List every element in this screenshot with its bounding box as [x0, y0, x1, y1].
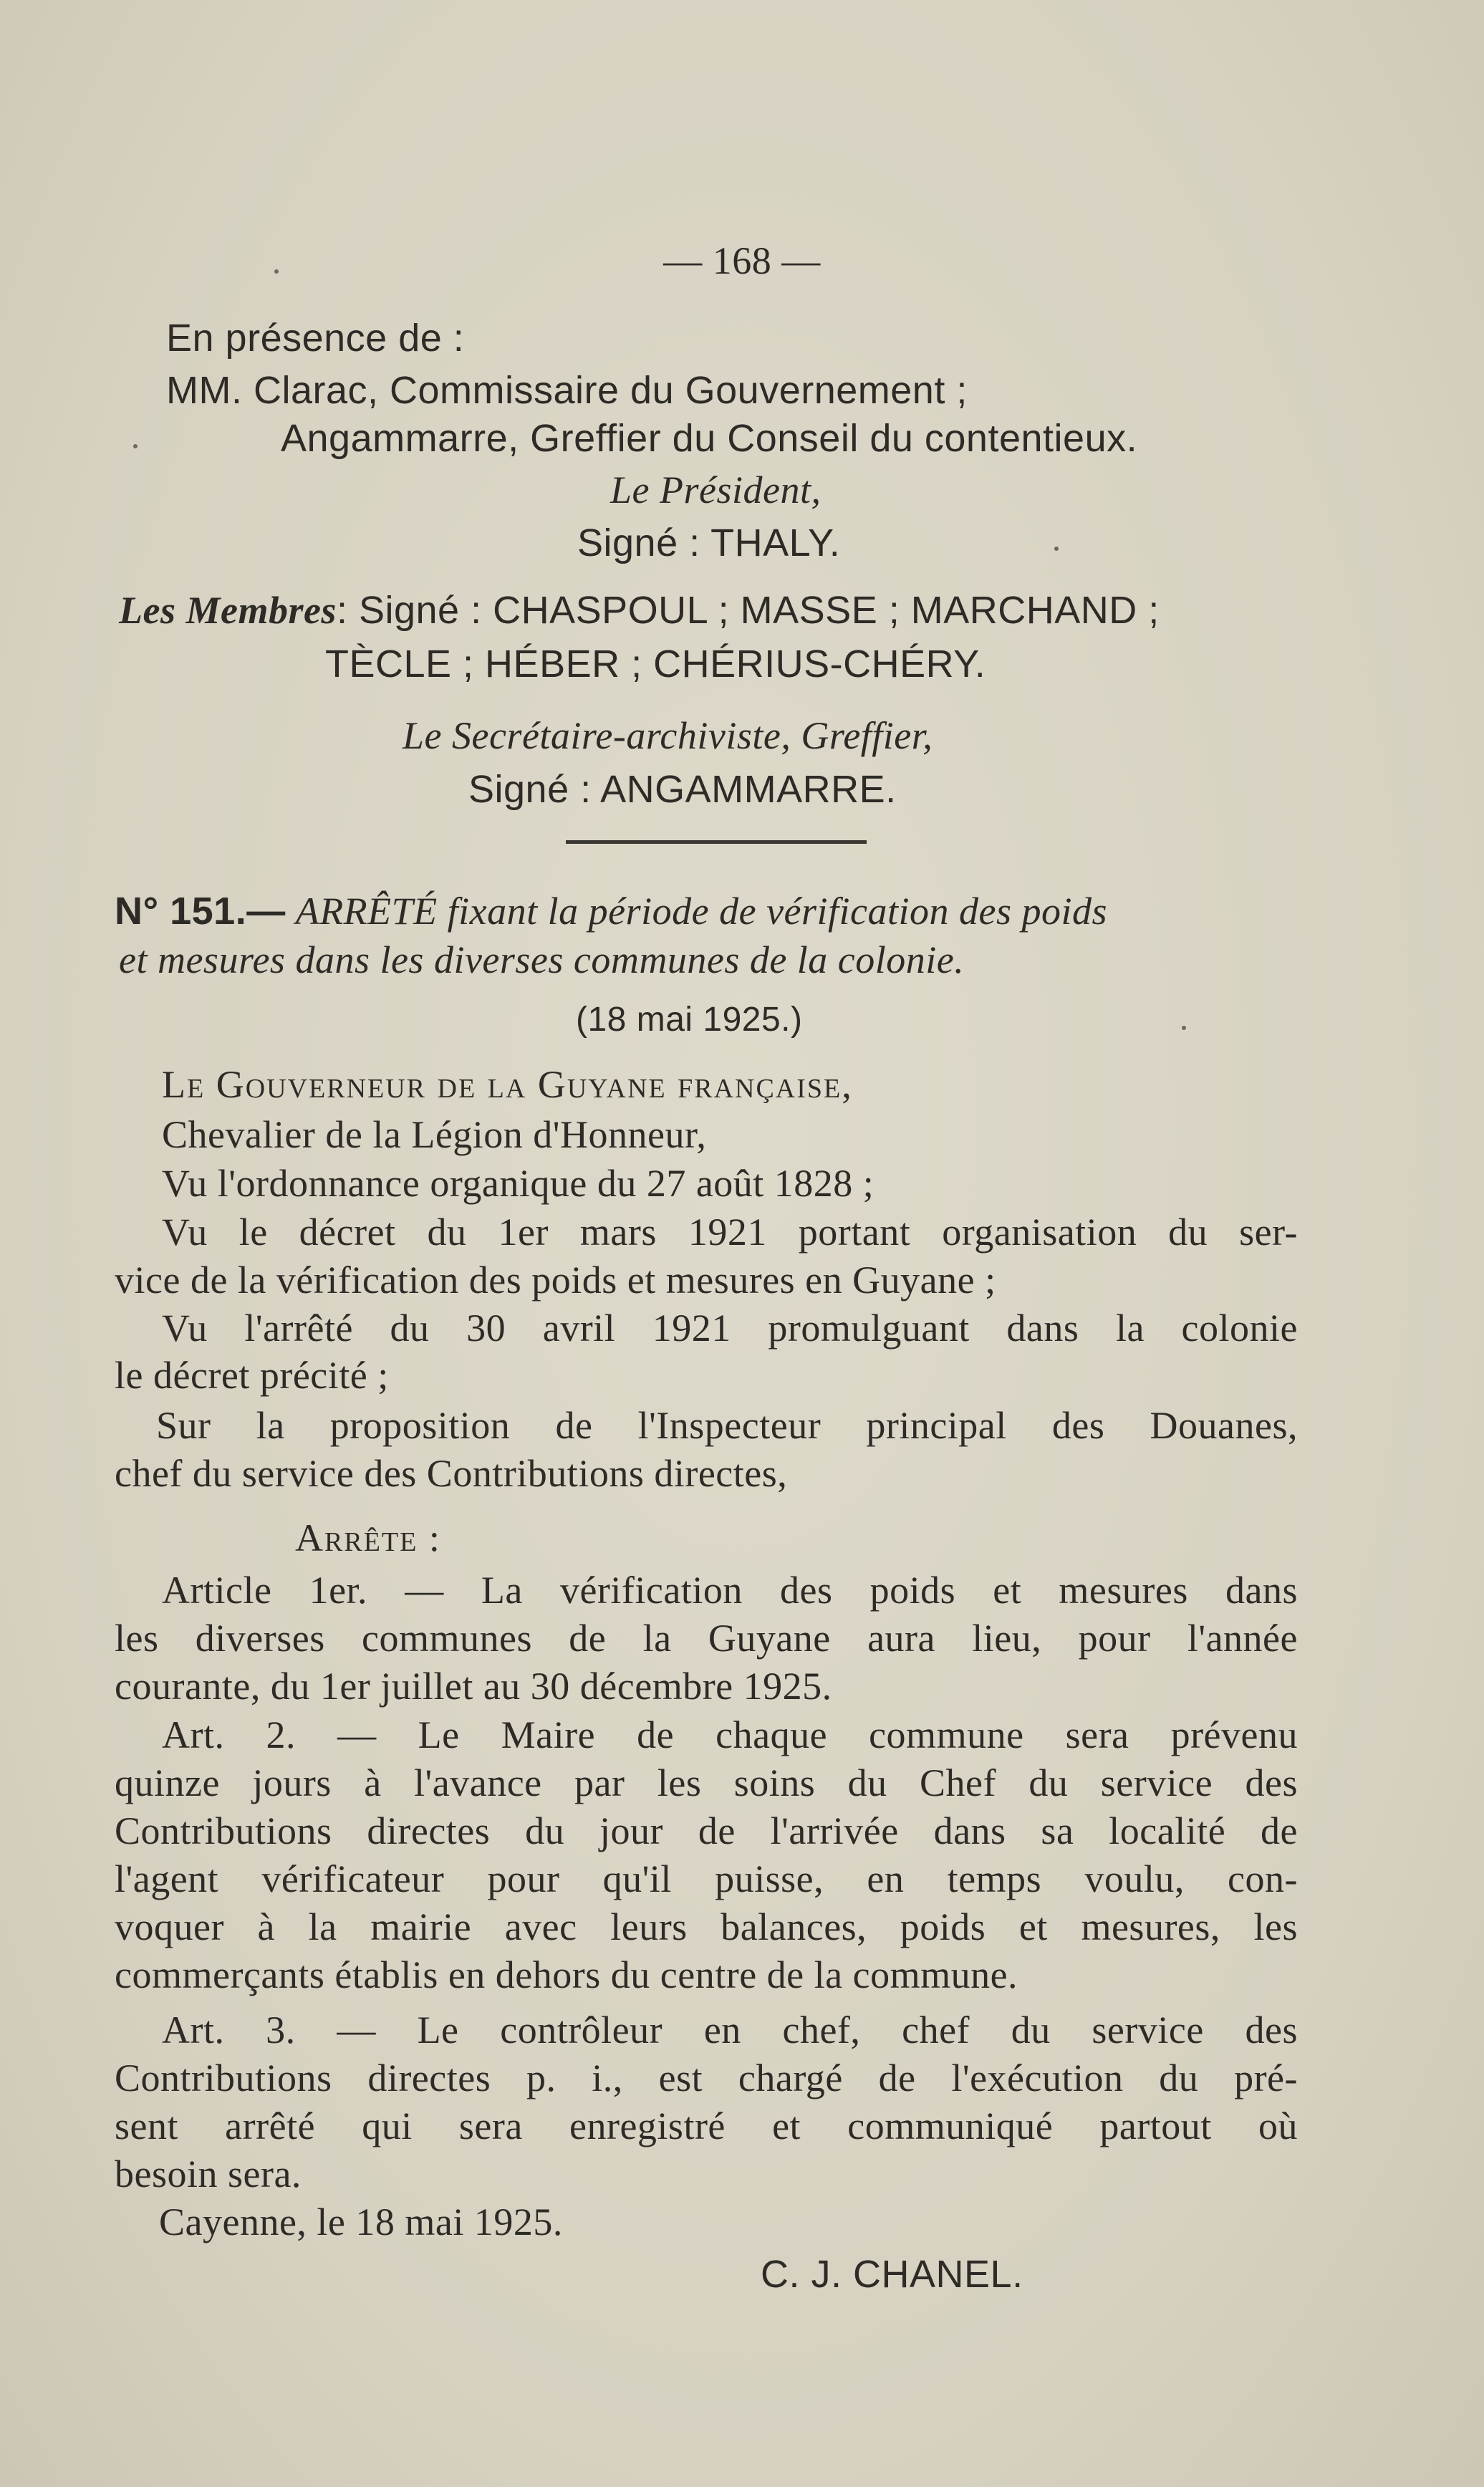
members-label: Les Membres	[119, 589, 337, 632]
vu-ordonnance: Vu l'ordonnance organique du 27 août 1828 ;	[162, 1162, 874, 1205]
arrete-label: Arrête :	[295, 1516, 441, 1559]
president-signature: Signé : THALY.	[577, 521, 841, 564]
article-3: Art. 3. — Le contrôleur en chef, chef du service des	[162, 2009, 1298, 2051]
article-2-line-2: quinze jours à l'avance par les soins du Chef du service des	[115, 1761, 1298, 1804]
paper-speck	[274, 269, 279, 274]
article-3-line-2: Contributions directes p. i., est chargé de l'exécution du pré-	[115, 2057, 1298, 2099]
sur-proposition-cont: chef du service des Contributions directes,	[115, 1452, 788, 1495]
governor-line: Le Gouverneur de la Guyane française,	[162, 1063, 853, 1106]
article-1: Article 1er. — La vérification des poids et mesures dans	[162, 1569, 1298, 1612]
vu-decret: Vu le décret du 1er mars 1921 portant organisation du ser-	[162, 1211, 1298, 1254]
decree-date: (18 mai 1925.)	[576, 1001, 803, 1039]
article-1-line-2: les diverses communes de la Guyane aura lieu, pour l'année	[115, 1617, 1298, 1660]
paper-speck	[1054, 547, 1059, 551]
signature: C. J. CHANEL.	[761, 2253, 1023, 2296]
paper-speck	[1182, 1026, 1186, 1030]
section-divider	[566, 840, 867, 844]
members-line	[119, 587, 1160, 633]
decree-number: N° 151.—	[115, 890, 286, 933]
article-2-line-4: l'agent vérificateur pour qu'il puisse, en temps voulu, con-	[115, 1857, 1298, 1900]
vu-decret-cont: vice de la vérification des poids et mesures en Guyane ;	[115, 1259, 996, 1302]
vu-arrete: Vu l'arrêté du 30 avril 1921 promulguant dans la colonie	[162, 1307, 1298, 1350]
article-2: Art. 2. — Le Maire de chaque commune sera prévenu	[162, 1713, 1298, 1756]
article-2-line-6: commerçants établis en dehors du centre de la commune.	[115, 1953, 1018, 1996]
decree-title: ARRÊTÉ fixant la période de vérification des poids	[295, 890, 1107, 933]
secretary-signature: Signé : ANGAMMARRE.	[468, 768, 897, 811]
vu-arrete-cont: le décret précité ;	[115, 1354, 389, 1397]
sur-proposition: Sur la proposition de l'Inspecteur principal des Douanes,	[156, 1404, 1298, 1447]
secretary-title: Le Secrétaire-archiviste, Greffier,	[403, 714, 933, 757]
decree-title-cont: et mesures dans les diverses communes de la colonie.	[119, 938, 965, 981]
presence-commissaire: MM. Clarac, Commissaire du Gouvernement ;	[166, 369, 968, 412]
members-signatures: : Signé : CHASPOUL ; MASSE ; MARCHAND ;	[336, 589, 1160, 632]
paper-speck	[133, 444, 138, 448]
chevalier-line: Chevalier de la Légion d'Honneur,	[162, 1113, 707, 1156]
article-3-line-3: sent arrêté qui sera enregistré et communiqué partout où	[115, 2104, 1298, 2147]
article-1-line-3: courante, du 1er juillet au 30 décembre 1925.	[115, 1665, 832, 1708]
place-date: Cayenne, le 18 mai 1925.	[159, 2200, 563, 2243]
article-3-line-4: besoin sera.	[115, 2152, 302, 2195]
presence-intro: En présence de :	[166, 317, 465, 360]
article-2-line-5: voquer à la mairie avec leurs balances, poids et mesures, les	[115, 1905, 1298, 1948]
president-title: Le Président,	[610, 468, 822, 511]
page-number: — 168 —	[663, 239, 821, 282]
presence-greffier: Angammarre, Greffier du Conseil du contentieux.	[281, 417, 1138, 460]
article-2-line-3: Contributions directes du jour de l'arrivée dans sa localité de	[115, 1809, 1298, 1852]
members-signatures-cont: TÈCLE ; HÉBER ; CHÉRIUS-CHÉRY.	[325, 643, 986, 686]
decree-heading	[115, 888, 1107, 934]
